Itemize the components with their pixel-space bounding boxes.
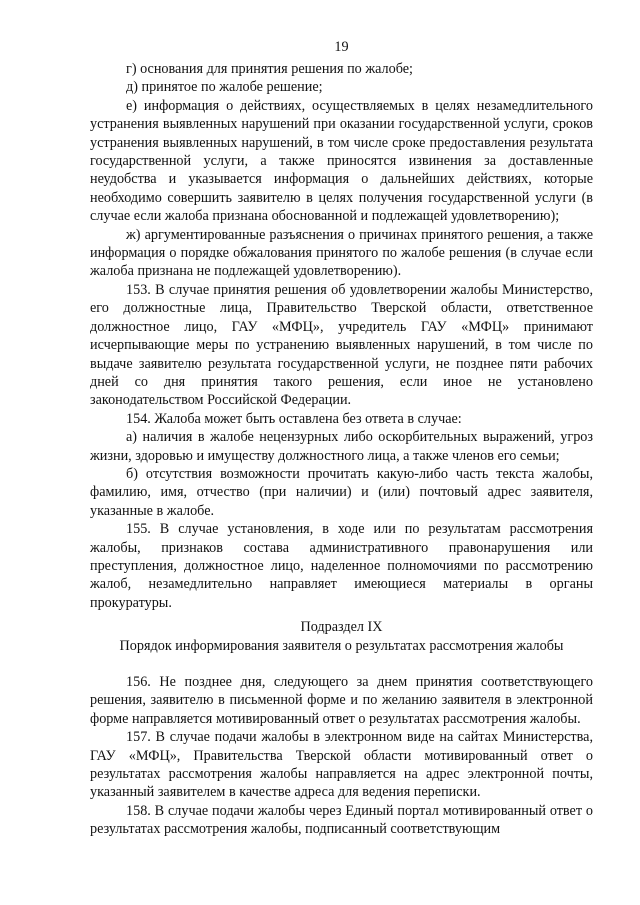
page-number: 19 <box>334 39 349 55</box>
paragraph-156: 156. Не позднее дня, следующего за днем принятия соответствующего решения, заявителю в письменной форме и по желанию заявителя в электронной форме направляется мотивированный ответ о результатах рассмотрения жалобы. <box>90 674 593 727</box>
document-page <box>90 38 593 839</box>
paragraph-d: д) принятое по жалобе решение; <box>126 79 323 96</box>
paragraph-154: 154. Жалоба может быть оставлена без ответа в случае: <box>126 410 462 427</box>
paragraph-157: 157. В случае подачи жалобы в электронном виде на сайтах Министерства, ГАУ «МФЦ», Правительства Тверской области мотивированный ответ о результатах рассмотрения жалобы направляется на адрес электронной почты, указанный заявителем в качестве адреса для ведения переписки. <box>90 729 593 801</box>
paragraph-zh: ж) аргументированные разъяснения о причинах принятого решения, а также информация о порядке обжалования принятого по жалобе решения (в случае если жалоба признана не подлежащей удовлетворению). <box>90 226 593 280</box>
paragraph-154-b: б) отсутствия возможности прочитать какую-либо часть текста жалобы, фамилию, имя, отчество (при наличии) и (или) почтовый адрес заявителя, указанные в жалобе. <box>90 465 593 519</box>
paragraph-154-a: а) наличия в жалобе нецензурных либо оскорбительных выражений, угроз жизни, здоровью и имуществу должностного лица, а также членов его семьи; <box>90 429 593 464</box>
paragraph-158: 158. В случае подачи жалобы через Единый портал мотивированный ответ о результатах рассмотрения жалобы, подписанный соответствующим <box>90 802 593 838</box>
paragraph-155: 155. В случае установления, в ходе или по результатам рассмотрения жалобы, признаков состава административного правонарушения или преступления, должностное лицо, наделенное полномочиями по рассмотрению жалоб, незамедлительно направляет имеющиеся материалы в органы прокуратуры. <box>90 521 593 611</box>
paragraph-e: е) информация о действиях, осуществляемых в целях незамедлительного устранения выявленных нарушений при оказании государственной услуги, сроков устранения выявленных нарушений, в том числе сроке предоставления результата государственной услуги, а также приносятся извинения за доставленные неудобства и указывается информация о дальнейших действиях, которые необходимо совершить заявителю в целях получения государственной услуги (в случае если жалоба признана обоснованной и подлежащей удовлетворению); <box>90 97 593 225</box>
paragraph-153: 153. В случае принятия решения об удовлетворении жалобы Министерство, его должностные лица, Правительство Тверской области, ответственное должностное лицо, ГАУ «МФЦ», учредитель ГАУ «МФЦ» принимают исчерпывающие меры по устранению выявленных нарушений, в том числе по выдаче заявителю результата государственной услуги, не позднее пяти рабочих дней со дня принятия такого решения, если иное не установлено законодательством Российской Федерации. <box>90 281 593 409</box>
paragraph-g: г) основания для принятия решения по жалобе; <box>126 61 413 77</box>
subsection-title: Порядок информирования заявителя о результатах рассмотрения жалобы <box>119 637 564 654</box>
subsection-label: Подраздел IX <box>300 619 383 636</box>
